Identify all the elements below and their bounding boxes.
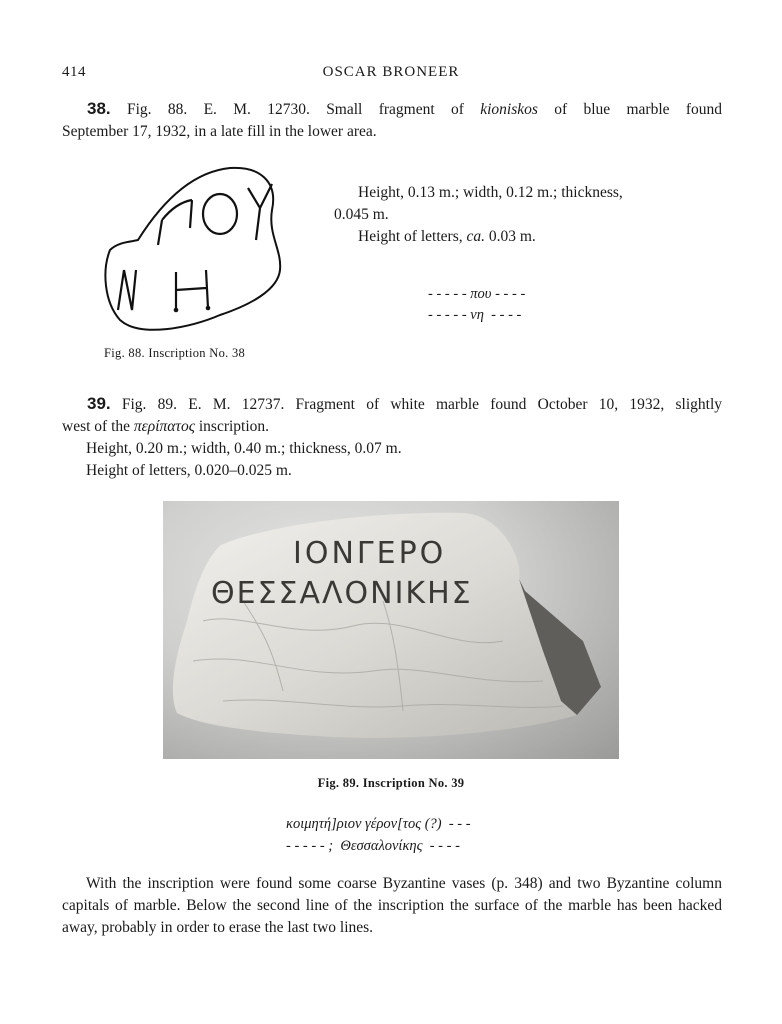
- entry-38-transcription-line2: - - - - - νη - - - -: [428, 307, 522, 323]
- entry-38-dims-line2: 0.045 m.: [334, 206, 389, 223]
- entry-38-kioniskos: kioniskos: [480, 101, 538, 118]
- entry-38-letters-height: Height of letters, ca. 0.03 m.: [358, 228, 536, 245]
- entry-38-dims-line1: Height, 0.13 m.; width, 0.12 m.; thickness,: [358, 184, 623, 201]
- closing-paragraph: With the inscription were found some coarse Byzantine vases (p. 348) and two Byzantine column capitals of marble. Below the second line of the inscription the surface of the marble has been hacked away, probably in order to erase the last two lines.: [62, 875, 722, 936]
- entry-38-dimensions: [334, 182, 724, 248]
- photo-inscription-line2: ΘΕΣΣΑΛΟΝΙΚΗΣ: [211, 576, 473, 611]
- peripatos-greek: περίπατος: [133, 418, 195, 435]
- figure-88-caption: Fig. 88. Inscription No. 38: [104, 346, 246, 360]
- entry-39-number: 39.: [87, 394, 111, 413]
- page-number: 414: [62, 64, 86, 80]
- entry-38-line2: September 17, 1932, in a late fill in the lower area.: [62, 123, 377, 140]
- figure-89-caption: Fig. 89. Inscription No. 39: [317, 776, 465, 790]
- figure-88-letters: [118, 184, 272, 310]
- entry-38-transcription-line1: - - - - - που - - - -: [428, 286, 526, 302]
- entry-39-transcription-line1: κοιμητή]ριον γέρον[τος (?) - - -: [286, 816, 471, 832]
- entry-39-paragraph: [62, 393, 722, 482]
- entry-39-line1: Fig. 89. E. M. 12737. Fragment of white marble found October 10, 1932, slightly: [121, 396, 722, 413]
- figure-89-photograph: [163, 501, 619, 759]
- entry-38-number: 38.: [87, 99, 111, 118]
- entry-39-letters-height: Height of letters, 0.020–0.025 m.: [86, 462, 292, 479]
- entry-39-transcription-line2: - - - - - ; Θεσσαλονίκης - - - -: [286, 838, 460, 854]
- entry-39-line2: west of the περίπατος inscription.: [62, 418, 270, 435]
- entry-38-line1b: of blue marble found: [537, 101, 723, 118]
- entry-38-paragraph: [62, 98, 722, 143]
- entry-39-dimensions: Height, 0.20 m.; width, 0.40 m.; thickness, 0.07 m.: [86, 440, 402, 457]
- photo-inscription-line1: ΙΟΝΓΕΡΟ: [293, 536, 447, 571]
- entry-38-line1a: Fig. 88. E. M. 12730. Small fragment of: [126, 101, 481, 118]
- running-title: OSCAR BRONEER: [322, 64, 460, 80]
- figure-88-drawing: [100, 160, 290, 340]
